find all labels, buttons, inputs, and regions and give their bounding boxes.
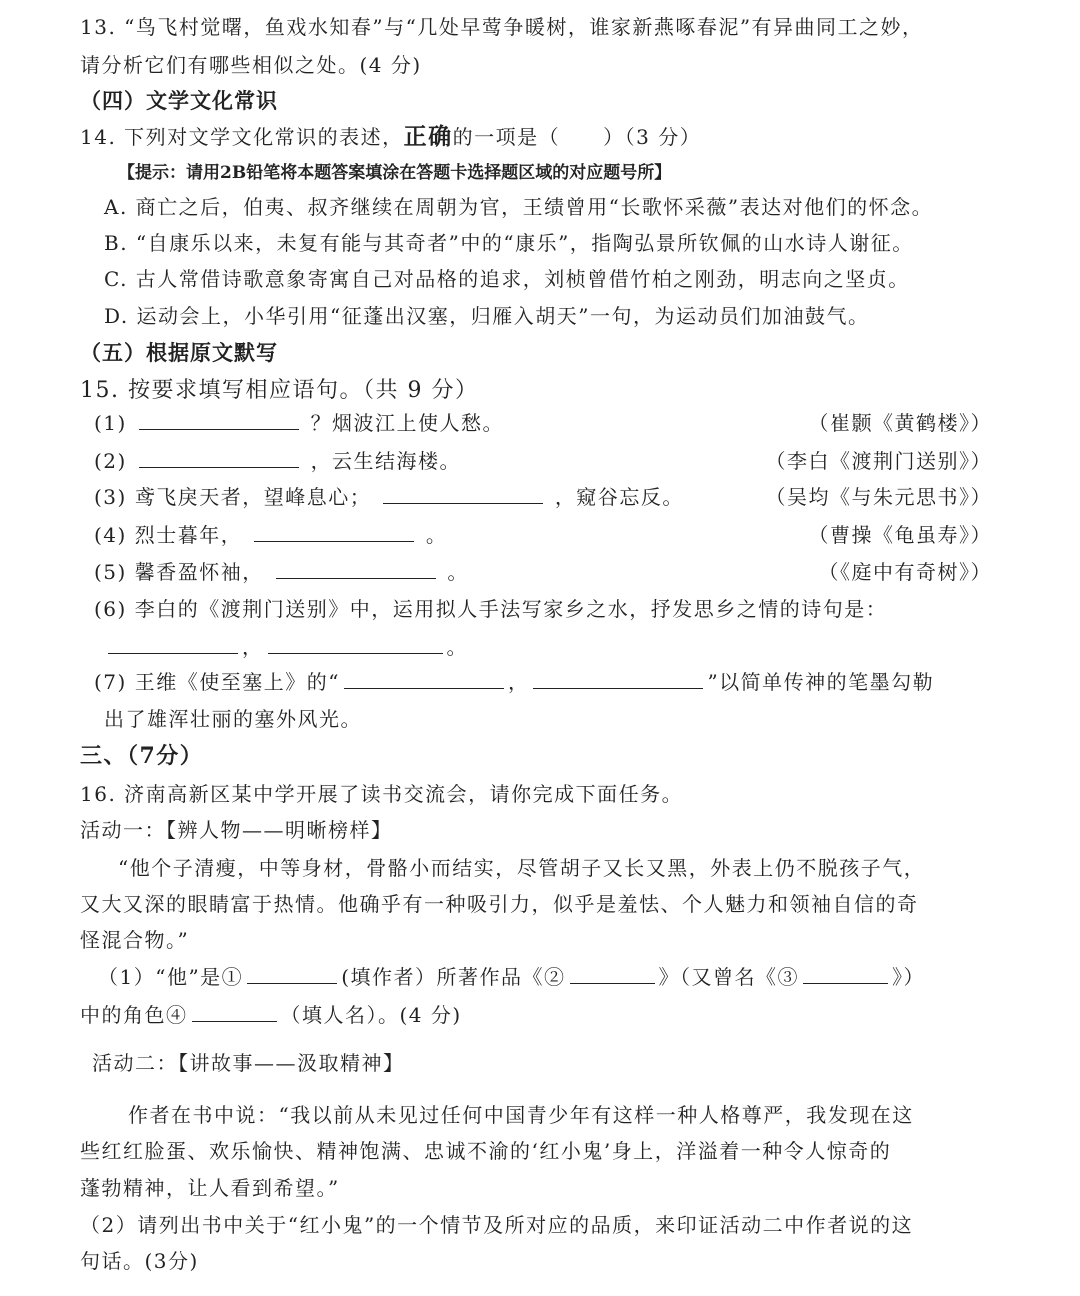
q13-line2: 请分析它们有哪些相似之处。(4 分) xyxy=(80,53,422,77)
answer-blank[interactable] xyxy=(139,447,299,468)
q15-item3-source: （吴均《与朱元思书》） xyxy=(765,485,992,509)
answer-blank[interactable] xyxy=(139,409,299,430)
item-text: 李白的《渡荆门送别》中，运用拟人手法写家乡之水，抒发思乡之情的诗句是： xyxy=(134,597,888,621)
answer-blank[interactable] xyxy=(533,668,703,689)
q14-stem-c: 的一项是（ ）（3 分） xyxy=(452,125,702,149)
item-text: ， xyxy=(507,670,530,694)
section5-title: （五）根据原文默写 xyxy=(80,340,278,365)
q16-activity1-title: 活动一：【辨人物——明晰榜样】 xyxy=(80,818,393,842)
q14-stem-emph: 正确 xyxy=(403,123,453,150)
q15-item6 xyxy=(94,594,887,624)
q16-quote2-line2: 些红红脸蛋、欢乐愉快、精神饱满、忠诚不渝的‘红小鬼’身上，洋溢着一种令人惊奇的 xyxy=(80,1139,892,1163)
q15-item6-answer xyxy=(104,632,468,662)
q15-item7-line2: 出了雄浑壮丽的塞外风光。 xyxy=(104,707,362,731)
item-text: ，云生结海楼。 xyxy=(310,449,462,473)
item-number: (4) xyxy=(94,523,127,547)
q16-part2-line1: （2）请列出书中关于“红小鬼”的一个情节及所对应的品质，来印证活动二中作者说的这 xyxy=(80,1213,914,1237)
q15-item3 xyxy=(94,482,684,512)
answer-blank[interactable] xyxy=(254,521,414,542)
item-number: (7) xyxy=(94,670,127,694)
q14-option-b: B. “自康乐以来，未复有能与其奇者”中的“康乐”，指陶弘景所钦佩的山水诗人谢征。 xyxy=(104,231,914,255)
q14-stem xyxy=(80,122,701,152)
item-text: 。 xyxy=(447,560,469,584)
q14-option-c: C. 古人常借诗歌意象寄寓自己对品格的追求，刘桢曾借竹柏之刚劲，明志向之坚贞。 xyxy=(104,267,910,291)
section3-title: 三、（7分） xyxy=(80,743,204,769)
answer-blank[interactable] xyxy=(570,963,655,984)
item-text: 王维《使至塞上》的“ xyxy=(134,670,340,694)
q15-item2-source: （李白《渡荆门送别》） xyxy=(765,449,992,473)
item-number: (5) xyxy=(94,560,127,584)
item-text: ？烟波江上使人愁。 xyxy=(310,411,505,435)
q13-line1: 13. “鸟飞村觉曙，鱼戏水知春”与“几处早莺争暖树，谁家新燕啄春泥”有异曲同工之妙， xyxy=(80,15,924,39)
q14-stem-a: 14. 下列对文学文化常识的表述， xyxy=(80,125,404,149)
item-text: （填人名）。(4 分) xyxy=(280,1003,462,1027)
answer-blank[interactable] xyxy=(383,483,543,504)
item-text: 鸢飞戾天者，望峰息心； xyxy=(134,485,372,509)
item-text: ，窥谷忘反。 xyxy=(554,485,684,509)
q16-activity2-title: 活动二：【讲故事——汲取精神】 xyxy=(92,1051,405,1075)
q16-quote1-line1: “他个子清瘦，中等身材，骨骼小而结实，尽管胡子又长又黑，外表上仍不脱孩子气， xyxy=(118,856,926,880)
answer-blank[interactable] xyxy=(276,558,436,579)
answer-blank[interactable] xyxy=(268,633,443,654)
item-number: (2) xyxy=(94,449,127,473)
q16-part1-line2 xyxy=(80,1000,462,1030)
item-text: 》（又曾名《③ xyxy=(658,965,799,989)
answer-blank[interactable] xyxy=(803,963,888,984)
q15-item4-source: （曹操《龟虽寿》） xyxy=(808,523,992,547)
item-text: 。 xyxy=(425,523,448,547)
q16-quote1-line2: 又大又深的眼睛富于热情。他确乎有一种吸引力，似乎是羞怯、个人魅力和领袖自信的奇 xyxy=(80,892,919,916)
q16-quote2-line1: 作者在书中说：“我以前从未见过任何中国青少年有这样一种人格尊严，我发现在这 xyxy=(128,1103,914,1127)
item-text: (填作者）所著作品《② xyxy=(341,965,566,989)
item-text: 。 xyxy=(446,635,468,659)
q16-part1-line1 xyxy=(98,962,925,992)
item-text: 》） xyxy=(892,965,925,989)
item-text: 烈士暮年， xyxy=(134,523,243,547)
q15-item7 xyxy=(94,667,934,697)
item-number: (1) xyxy=(94,411,127,435)
answer-blank[interactable] xyxy=(344,668,504,689)
answer-blank[interactable] xyxy=(108,633,238,654)
item-number: (3) xyxy=(94,485,127,509)
item-number: (6) xyxy=(94,597,127,621)
q15-item4 xyxy=(94,520,447,550)
q15-stem: 15. 按要求填写相应语句。（共 9 分） xyxy=(80,378,479,403)
q15-item5 xyxy=(94,557,469,587)
item-text: 馨香盈怀袖， xyxy=(134,560,264,584)
q16-part2-line2: 句话。(3分) xyxy=(80,1249,199,1273)
item-text: （1）“他”是① xyxy=(98,965,244,989)
q16-stem: 16. 济南高新区某中学开展了读书交流会，请你完成下面任务。 xyxy=(80,782,684,806)
q15-item5-source: （《庭中有奇树》） xyxy=(818,560,992,584)
q14-option-a: A. 商亡之后，伯夷、叔齐继续在周朝为官，王绩曾用“长歌怀采薇”表达对他们的怀念。 xyxy=(104,195,934,219)
q16-quote1-line3: 怪混合物。” xyxy=(80,928,190,952)
q14-hint: 【提示：请用2B铅笔将本题答案填涂在答题卡选择题区域的对应题号所】 xyxy=(118,163,672,183)
answer-blank[interactable] xyxy=(192,1001,277,1022)
q15-item1-source: （崔颢《黄鹤楼》） xyxy=(808,411,992,435)
q15-item2 xyxy=(94,446,461,476)
item-text: 中的角色④ xyxy=(80,1003,188,1027)
item-text: ”以简单传神的笔墨勾勒 xyxy=(707,670,935,694)
q16-quote2-line3: 蓬勃精神，让人看到希望。” xyxy=(80,1176,340,1200)
answer-blank[interactable] xyxy=(247,963,337,984)
item-text: ， xyxy=(242,635,264,659)
q14-option-d: D. 运动会上，小华引用“征蓬出汉塞，归雁入胡天”一句，为运动员们加油鼓气。 xyxy=(104,304,870,328)
q15-item1 xyxy=(94,408,504,438)
section4-title: （四）文学文化常识 xyxy=(80,88,278,113)
